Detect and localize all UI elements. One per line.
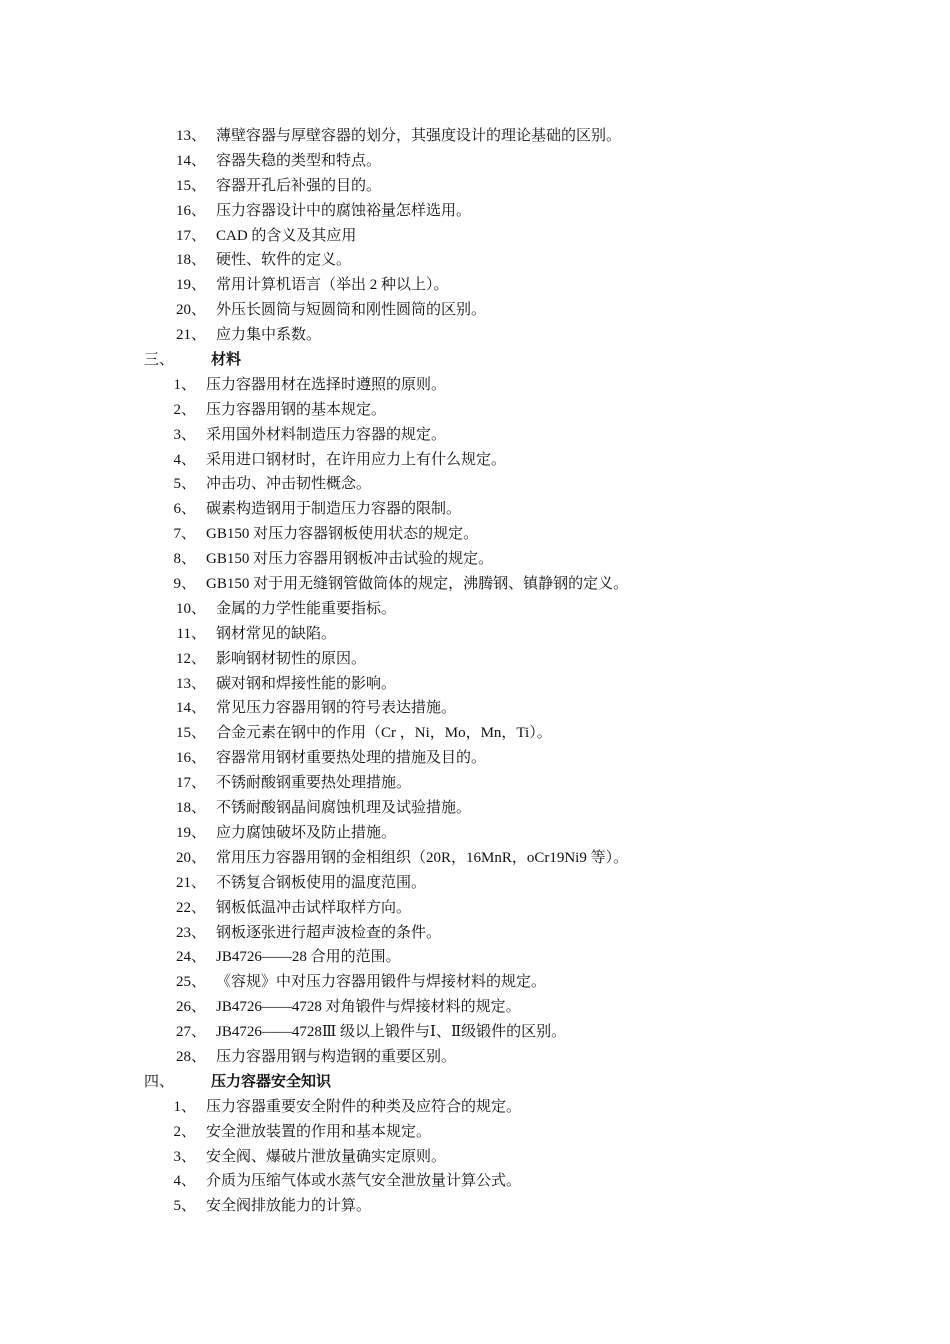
list-item-number: 26、 — [175, 999, 206, 1016]
list-item-text: 容器开孔后补强的目的。 — [216, 177, 382, 194]
list-item-text: GB150 对压力容器钢板使用状态的规定。 — [206, 526, 479, 543]
list-item-text: 不锈耐酸钢重要热处理措施。 — [216, 775, 412, 792]
list-item-number: 8、 — [173, 551, 196, 568]
list-item — [0, 896, 950, 921]
list-item — [0, 398, 950, 423]
list-item — [0, 647, 950, 672]
list-item — [0, 721, 950, 746]
list-item-number: 4、 — [173, 1173, 196, 1190]
list-item — [0, 149, 950, 174]
list-item — [0, 174, 950, 199]
list-item-number: 20、 — [175, 849, 206, 866]
list-item — [0, 1169, 950, 1194]
list-item — [0, 224, 950, 249]
list-item — [0, 248, 950, 273]
list-item-number: 4、 — [173, 451, 196, 468]
list-item-number: 17、 — [175, 775, 206, 792]
list-item-number: 21、 — [175, 327, 206, 344]
section-2-tail-list — [0, 124, 950, 348]
list-item-number: 23、 — [175, 924, 206, 941]
list-item — [0, 273, 950, 298]
list-item-text: 容器失稳的类型和特点。 — [216, 152, 382, 169]
list-item-number: 3、 — [173, 426, 196, 443]
section-4-number: 四、 — [144, 1073, 175, 1090]
list-item-number: 11、 — [176, 625, 206, 642]
list-item-text: 压力容器重要安全附件的种类及应符合的规定。 — [206, 1098, 522, 1115]
list-item — [0, 1020, 950, 1045]
list-item — [0, 696, 950, 721]
list-item — [0, 672, 950, 697]
list-item-text: 压力容器设计中的腐蚀裕量怎样选用。 — [216, 202, 472, 219]
list-item-text: 常见压力容器用钢的符号表达措施。 — [216, 700, 457, 717]
list-item-number: 18、 — [175, 800, 206, 817]
list-item-text: 安全阀、爆破片泄放量确实定原则。 — [206, 1148, 447, 1165]
list-item-text: 安全泄放装置的作用和基本规定。 — [206, 1123, 432, 1140]
list-item — [0, 1145, 950, 1170]
list-item — [0, 1095, 950, 1120]
list-item-text: 介质为压缩气体或水蒸气安全泄放量计算公式。 — [206, 1173, 522, 1190]
list-item-text: GB150 对于用无缝钢管做筒体的规定，沸腾钢、镇静钢的定义。 — [206, 576, 629, 593]
list-item-text: 钢板低温冲击试样取样方向。 — [216, 899, 412, 916]
list-item-number: 19、 — [175, 824, 206, 841]
list-item-number: 13、 — [175, 128, 206, 144]
list-item-number: 15、 — [175, 725, 206, 742]
list-item-number: 17、 — [175, 227, 206, 244]
list-item-number: 21、 — [175, 874, 206, 891]
list-item-text: 碳素构造钢用于制造压力容器的限制。 — [206, 501, 462, 518]
list-item-text: 合金元素在钢中的作用（Cr ，Ni，Mo，Mn，Ti）。 — [216, 725, 552, 742]
list-item-text: 影响钢材韧性的原因。 — [216, 650, 367, 667]
list-item — [0, 423, 950, 448]
list-item — [0, 323, 950, 348]
section-3-list — [0, 373, 950, 1070]
list-item-number: 6、 — [173, 501, 196, 518]
list-item-number: 25、 — [175, 974, 206, 991]
list-item — [0, 622, 950, 647]
list-item-text: JB4726——28 合用的范围。 — [216, 949, 401, 966]
list-item-text: 钢材常见的缺陷。 — [216, 625, 337, 642]
list-item-number: 2、 — [173, 1123, 196, 1140]
list-item-number: 2、 — [173, 401, 196, 418]
list-item-text: 压力容器用钢与构造钢的重要区别。 — [216, 1048, 457, 1065]
list-item-number: 20、 — [175, 302, 206, 319]
list-item — [0, 597, 950, 622]
list-item-text: 采用国外材料制造压力容器的规定。 — [206, 426, 447, 443]
list-item-text: 压力容器用钢的基本规定。 — [206, 401, 387, 418]
list-item — [0, 199, 950, 224]
list-item — [0, 871, 950, 896]
list-item-number: 1、 — [173, 376, 196, 393]
list-item — [0, 298, 950, 323]
list-item — [0, 1120, 950, 1145]
list-item-text: 应力腐蚀破坏及防止措施。 — [216, 824, 397, 841]
document-page — [0, 124, 950, 1219]
list-item-number: 13、 — [175, 675, 206, 692]
list-item — [0, 796, 950, 821]
list-item-number: 28、 — [175, 1048, 206, 1065]
list-item — [0, 448, 950, 473]
list-item-number: 24、 — [175, 949, 206, 966]
list-item-number: 14、 — [175, 152, 206, 169]
section-3-number: 三、 — [144, 352, 175, 369]
list-item — [0, 572, 950, 597]
list-item-text: 常用压力容器用钢的金相组织（20R，16MnR，oCr19Ni9 等）。 — [216, 849, 629, 866]
list-item-number: 15、 — [175, 177, 206, 194]
section-4-list — [0, 1095, 950, 1219]
list-item — [0, 547, 950, 572]
list-item-number: 5、 — [173, 1198, 196, 1215]
list-item-number: 19、 — [175, 277, 206, 294]
list-item-number: 9、 — [173, 576, 196, 593]
list-item-number: 16、 — [175, 750, 206, 767]
list-item — [0, 995, 950, 1020]
section-4-title: 压力容器安全知识 — [211, 1073, 332, 1090]
list-item-number: 10、 — [175, 600, 206, 617]
list-item-text: 碳对钢和焊接性能的影响。 — [216, 675, 397, 692]
list-item-number: 5、 — [173, 476, 196, 493]
list-item — [0, 746, 950, 771]
list-item — [0, 373, 950, 398]
list-item-number: 18、 — [175, 252, 206, 269]
list-item-text: 采用进口钢材时，在许用应力上有什么规定。 — [206, 451, 507, 468]
list-item — [0, 970, 950, 995]
list-item — [0, 497, 950, 522]
list-item-number: 14、 — [175, 700, 206, 717]
list-item-text: GB150 对压力容器用钢板冲击试验的规定。 — [206, 551, 494, 568]
list-item-text: CAD 的含义及其应用 — [216, 227, 357, 244]
list-item-number: 1、 — [173, 1098, 196, 1115]
list-item-number: 22、 — [175, 899, 206, 916]
list-item — [0, 921, 950, 946]
list-item-text: 冲击功、冲击韧性概念。 — [206, 476, 372, 493]
list-item-text: 金属的力学性能重要指标。 — [216, 600, 397, 617]
list-item-text: 硬性、软件的定义。 — [216, 252, 352, 269]
list-item — [0, 124, 950, 149]
section-4-heading — [0, 1070, 950, 1095]
list-item-text: 钢板逐张进行超声波检查的条件。 — [216, 924, 442, 941]
list-item-number: 12、 — [175, 650, 206, 667]
list-item-text: 外压长圆筒与短圆筒和刚性圆筒的区别。 — [216, 302, 487, 319]
list-item-text: JB4726——4728Ⅲ 级以上锻件与Ⅰ、Ⅱ级锻件的区别。 — [216, 1024, 567, 1041]
list-item-text: 不锈复合钢板使用的温度范围。 — [216, 874, 427, 891]
list-item-text: 常用计算机语言（举出 2 种以上）。 — [216, 277, 449, 294]
list-item-text: 容器常用钢材重要热处理的措施及目的。 — [216, 750, 487, 767]
list-item-number: 7、 — [173, 526, 196, 543]
list-item-number: 16、 — [175, 202, 206, 219]
section-3-title: 材料 — [211, 352, 242, 369]
list-item — [0, 1194, 950, 1219]
list-item — [0, 821, 950, 846]
section-3-heading — [0, 348, 950, 373]
list-item — [0, 1045, 950, 1070]
list-item-text: 安全阀排放能力的计算。 — [206, 1198, 372, 1215]
list-item-text: 不锈耐酸钢晶间腐蚀机理及试验措施。 — [216, 800, 472, 817]
list-item-text: 《容规》中对压力容器用锻件与焊接材料的规定。 — [216, 974, 547, 991]
list-item — [0, 522, 950, 547]
list-item-number: 27、 — [175, 1024, 206, 1041]
list-item-text: JB4726——4728 对角锻件与焊接材料的规定。 — [216, 999, 521, 1016]
list-item-text: 压力容器用材在选择时遵照的原则。 — [206, 376, 447, 393]
list-item — [0, 771, 950, 796]
list-item-text: 应力集中系数。 — [216, 327, 322, 344]
list-item — [0, 472, 950, 497]
list-item — [0, 945, 950, 970]
list-item-text: 薄壁容器与厚壁容器的划分，其强度设计的理论基础的区别。 — [216, 128, 622, 144]
list-item-number: 3、 — [173, 1148, 196, 1165]
list-item — [0, 846, 950, 871]
